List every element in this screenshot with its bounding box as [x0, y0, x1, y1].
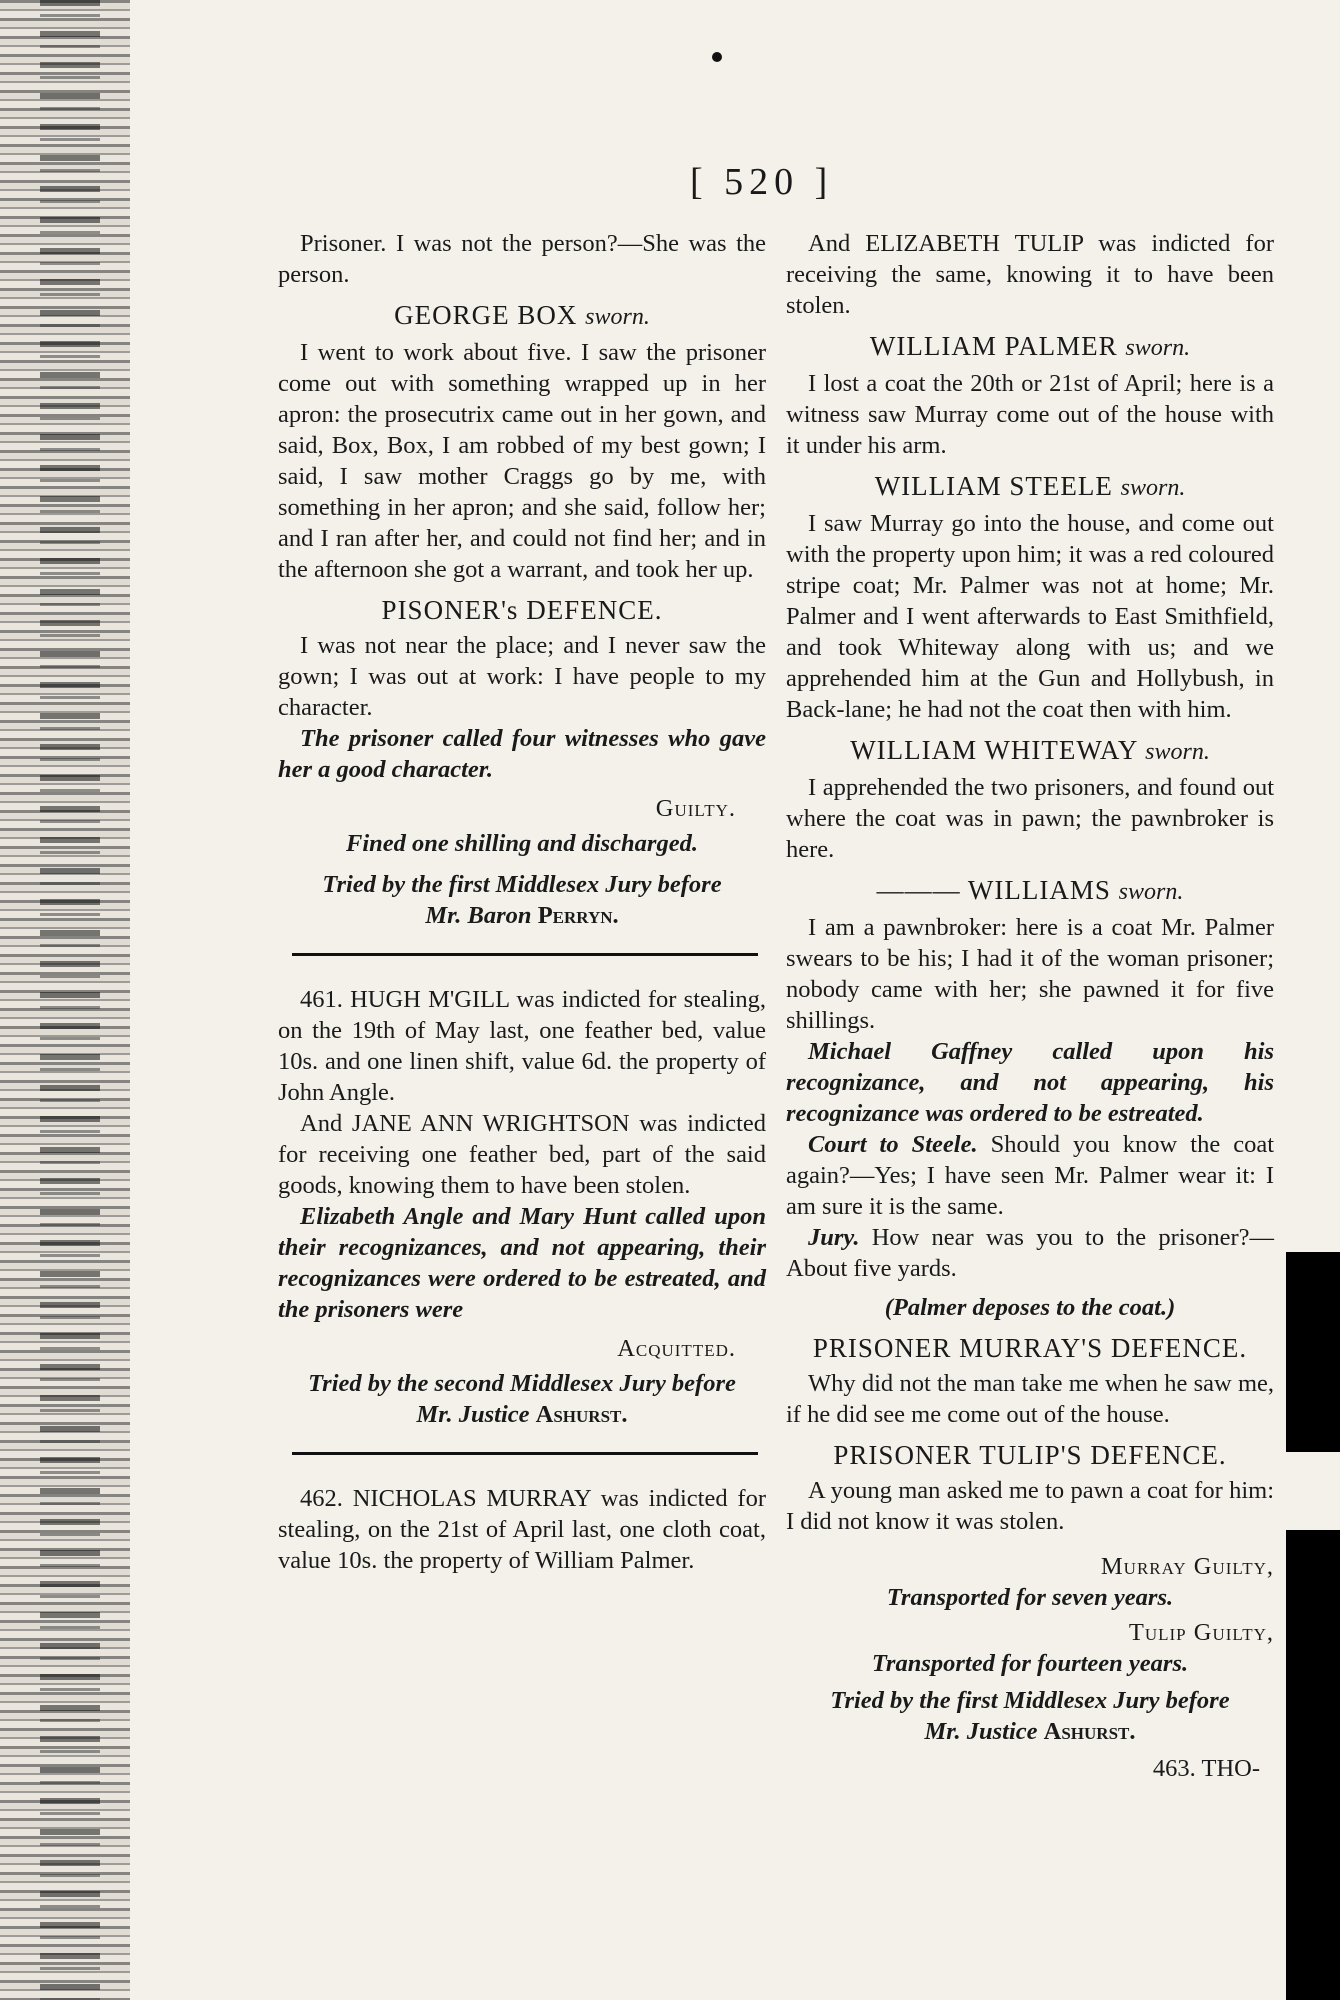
left-prisoner-line: Prisoner. I was not the person?—She was the person.	[278, 230, 766, 288]
tried-by-note-3: Tried by the first Middlesex Jury before Mr. Justice Ashurst.	[830, 1687, 1230, 1745]
binding-shadow	[40, 0, 100, 2000]
testimony-william-whiteway: I apprehended the two prisoners, and found out where the coat was in pawn; the pawnbroker is here.	[786, 774, 1274, 863]
verdict-acquitted: Acquitted.	[617, 1335, 736, 1362]
section-rule-1	[292, 953, 758, 956]
witnesses-note: The prisoner called four witnesses who gave her a good character.	[278, 725, 766, 783]
verdict-guilty: Guilty.	[655, 795, 736, 822]
tulip-defence-text: A young man asked me to pawn a coat for him: I did not know it was stolen.	[786, 1477, 1274, 1535]
heading-prisoner-defence: PISONER's DEFENCE.	[381, 595, 663, 625]
murray-defence-text: Why did not the man take me when he saw me, if he did see me come out of the house.	[786, 1370, 1274, 1428]
margin-block-lower	[1286, 1530, 1340, 2000]
testimony-george-box: I went to work about five. I saw the prisoner come out with something wrapped up in her apron: the prosecutrix came out in her gown, and said, Box, Box, I am robbed of my best gown; I said, I saw mother Craggs go by me, with something in her apron; and she said, follow her; and I ran after her, and could not find her; and in the afternoon she got a warrant, and took her up.	[278, 339, 766, 583]
prisoner-defence-text: I was not near the place; and I never saw the gown; I was out at work: I have people to my character.	[278, 632, 766, 721]
tried-by-note-2: Tried by the second Middlesex Jury before Mr. Justice Ashurst.	[308, 1370, 736, 1428]
testimony-williams: I am a pawnbroker: here is a coat Mr. Palmer swears to be his; I had it of the woman prisoner; nobody came with her; she pawned it for five shillings.	[786, 914, 1274, 1034]
case-461-receiver: And JANE ANN WRIGHTSON was indicted for receiving one feather bed, part of the said goods, knowing them to have been stolen.	[278, 1110, 766, 1199]
sentence-fined: Fined one shilling and discharged.	[346, 830, 698, 857]
heading-william-palmer: WILLIAM PALMER sworn.	[869, 331, 1191, 361]
heading-murray-defence: PRISONER MURRAY'S DEFENCE.	[812, 1333, 1248, 1363]
court-to-steele: Court to Steele. Should you know the coat again?—Yes; I have seen Mr. Palmer wear it: I am sure it is the same.	[786, 1131, 1274, 1220]
heading-george-box: GEORGE BOX sworn.	[394, 300, 650, 330]
heading-william-steele: WILLIAM STEELE sworn.	[874, 471, 1186, 501]
catchword: 463. THO-	[1152, 1755, 1260, 1782]
sentence-tulip: Transported for fourteen years.	[871, 1650, 1189, 1677]
right-column	[786, 228, 1274, 1784]
section-rule-2	[292, 1452, 758, 1455]
heading-william-whiteway: WILLIAM WHITEWAY sworn.	[850, 735, 1210, 765]
margin-block-upper	[1286, 1252, 1340, 1452]
palmer-deposes: (Palmer deposes to the coat.)	[884, 1294, 1176, 1321]
heading-williams: ——— WILLIAMS sworn.	[876, 875, 1184, 905]
verdict-murray: Murray Guilty,	[1100, 1553, 1274, 1580]
case-461-indictment: 461. HUGH M'GILL was indicted for stealing, on the 19th of May last, one feather bed, value 10s. and one linen shift, value 6d. the property of John Angle.	[278, 986, 766, 1106]
left-column	[278, 228, 766, 1576]
gaffney-note: Michael Gaffney called upon his recognizance, and not appearing, his recognizance was ordered to be estreated.	[786, 1038, 1274, 1127]
page-number: [ 520 ]	[690, 161, 834, 203]
testimony-william-steele: I saw Murray go into the house, and come out with the property upon him; it was a red coloured stripe coat; Mr. Palmer was not at home; Mr. Palmer and I went afterwards to East Smithfield, and took Whiteway along with us; and we apprehended him at the Gun and Hollybush, in Back-lane; he had not the coat then with him.	[786, 510, 1274, 723]
case-461-recognizances: Elizabeth Angle and Mary Hunt called upon their recognizances, and not appearing, their recognizances were ordered to be estreated, and the prisoners were	[278, 1203, 766, 1323]
tulip-indictment: And ELIZABETH TULIP was indicted for receiving the same, knowing it to have been stolen.	[786, 230, 1274, 319]
jury-question: Jury. How near was you to the prisoner?—About five yards.	[786, 1224, 1274, 1282]
heading-tulip-defence: PRISONER TULIP'S DEFENCE.	[833, 1440, 1227, 1470]
ink-dot	[712, 52, 722, 62]
testimony-william-palmer: I lost a coat the 20th or 21st of April; here is a witness saw Murray come out of the house with it under his arm.	[786, 370, 1274, 459]
sentence-murray: Transported for seven years.	[886, 1584, 1174, 1611]
case-462-indictment: 462. NICHOLAS MURRAY was indicted for stealing, on the 21st of April last, one cloth coat, value 10s. the property of William Palmer.	[278, 1485, 766, 1574]
tried-by-note-1: Tried by the first Middlesex Jury before Mr. Baron Perryn.	[322, 871, 722, 929]
verdict-tulip: Tulip Guilty,	[1128, 1619, 1274, 1646]
